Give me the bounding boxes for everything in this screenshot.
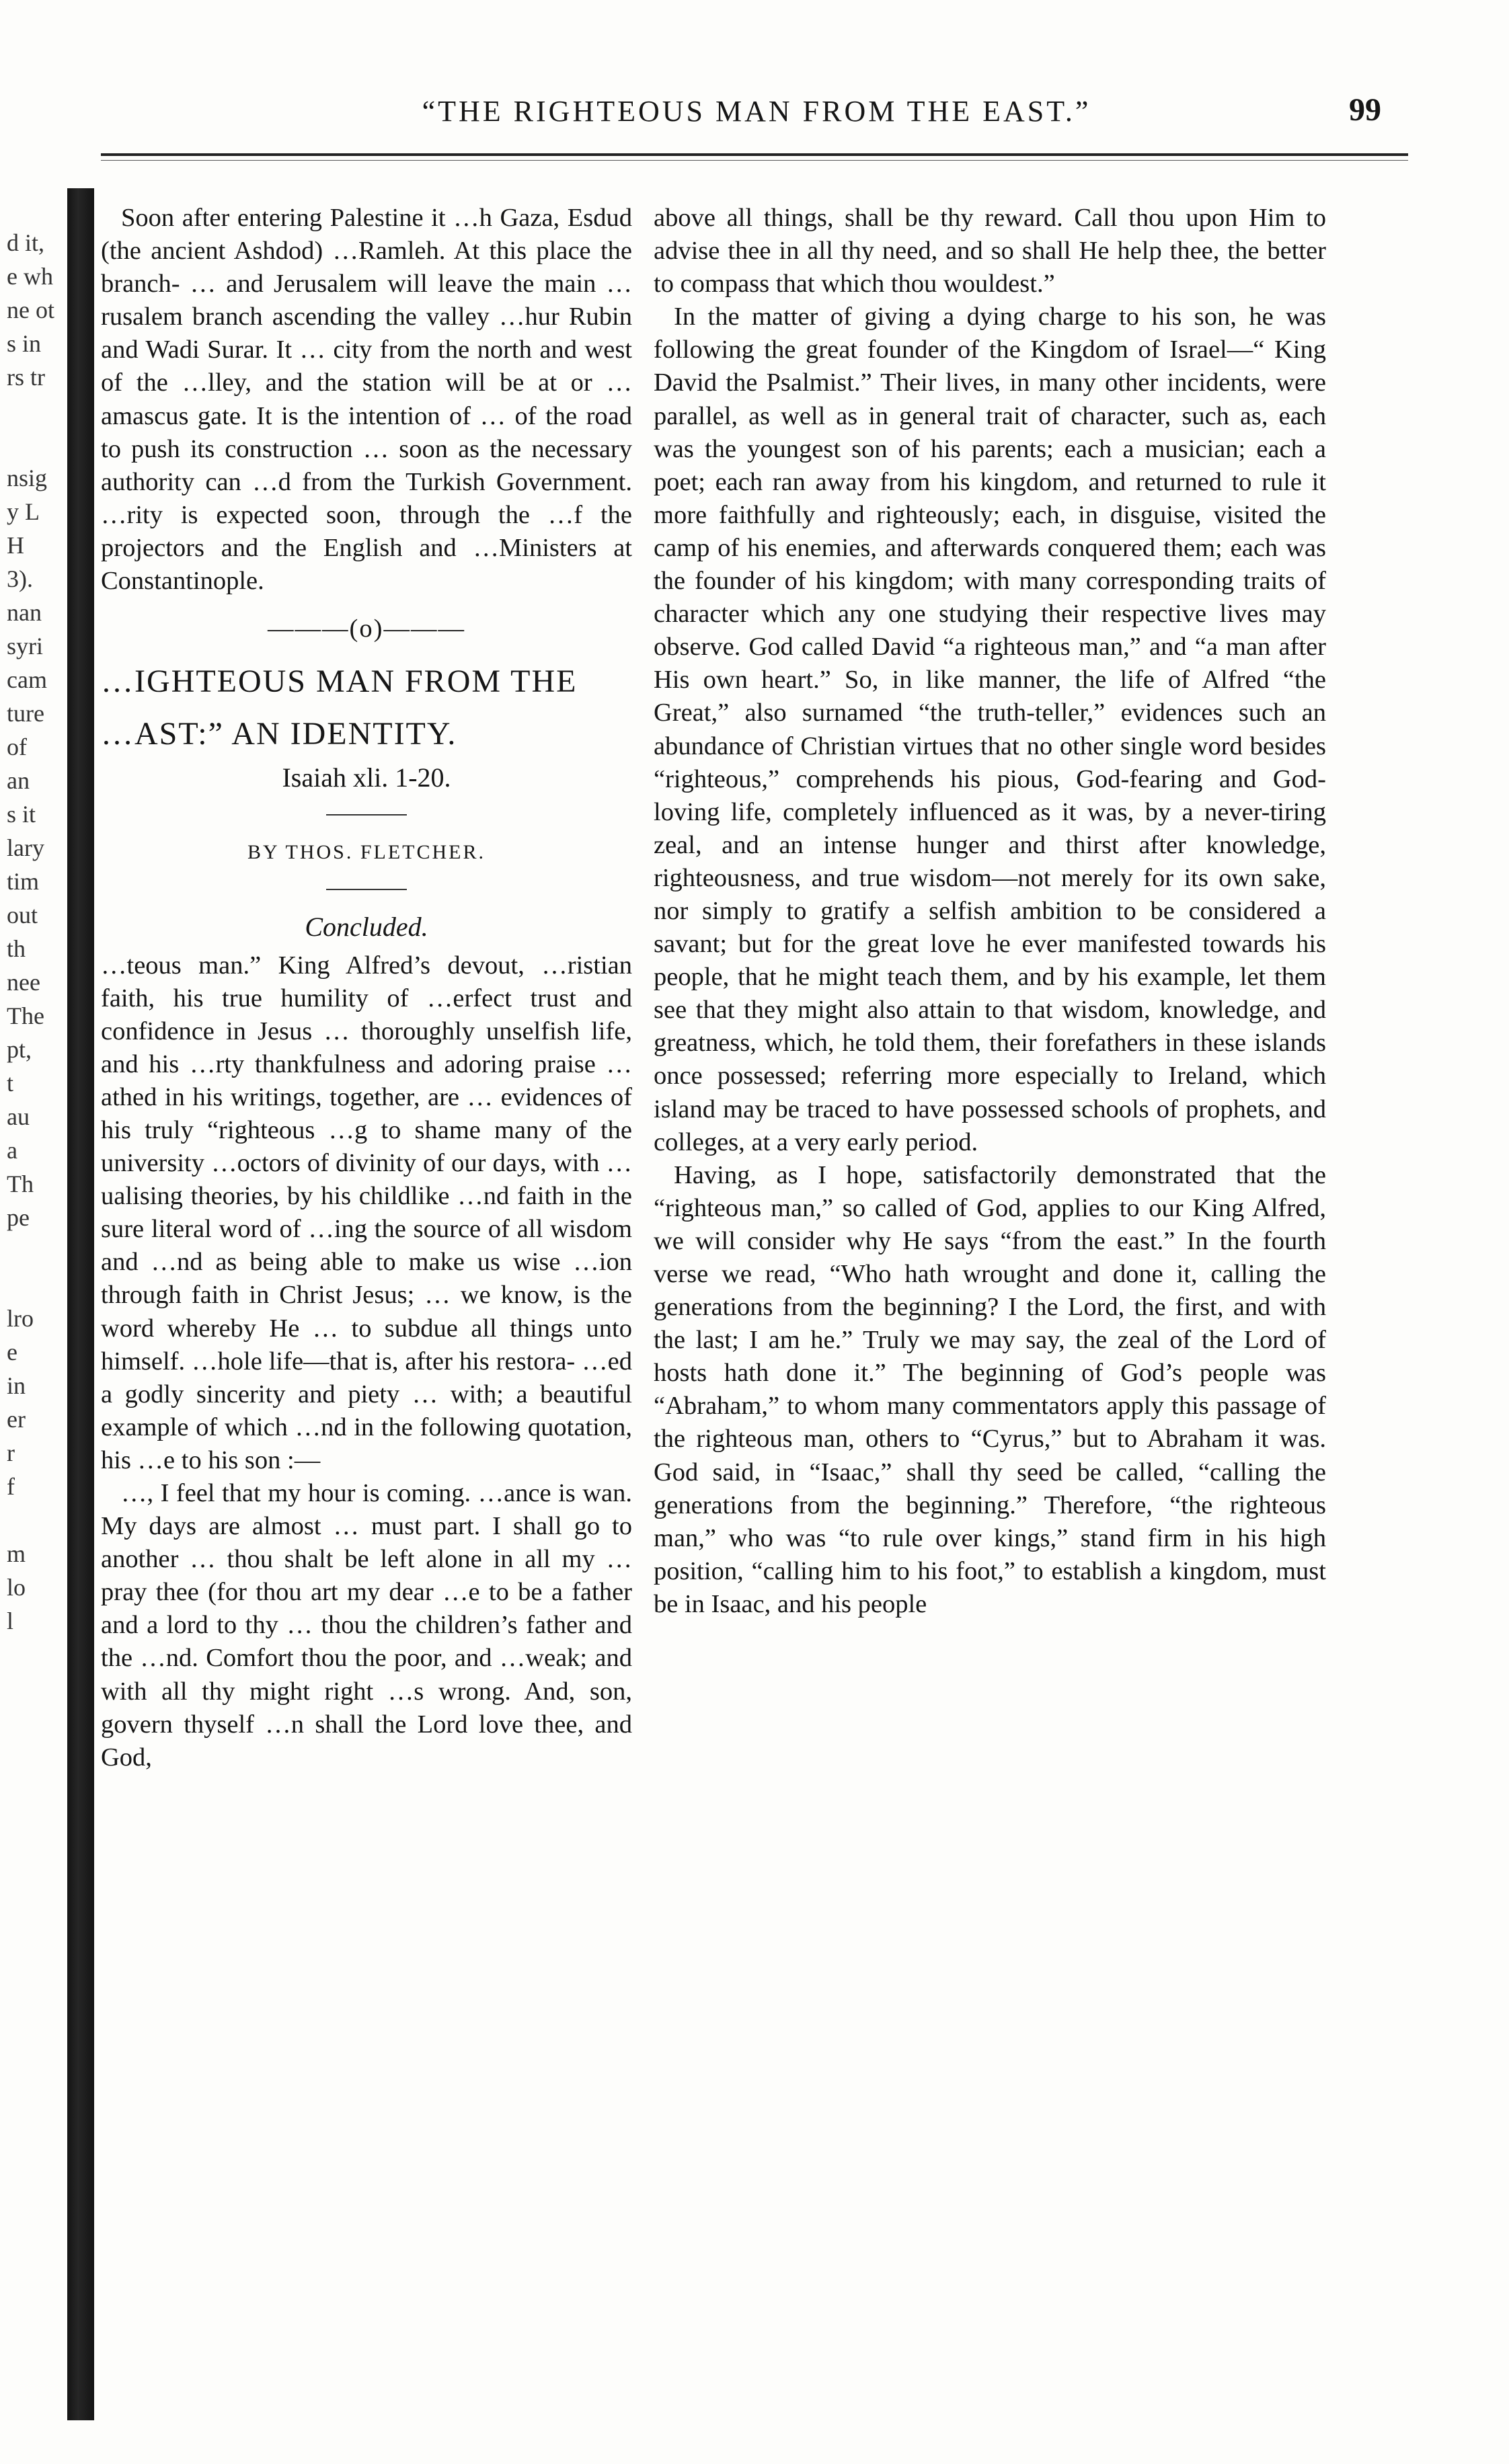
bleed-fragment: d it, bbox=[7, 229, 45, 256]
bleed-fragment: lo bbox=[7, 1574, 26, 1601]
bleed-fragment: rs tr bbox=[7, 364, 45, 391]
bleed-fragment: ture bbox=[7, 700, 44, 727]
right-paragraph: In the matter of giving a dying charge to his son, he was following the great founder of the Kingdom of Israel—“ King David the Psalmist.” Their lives, in many other incidents, were parallel, as well as in general trait of character, such as, each was the youngest son of his parents; each a musician; each a poet; each ran away from his kingdom, and returned to rule it more faithfully and righteously; each, in disguise, visited the camp of his enemies, and afterwards conquered them; each was the founder of his kingdom; with many corresponding traits of character which any one studying their respective lives may observe. God called David “a righteous man,” and “a man after His own heart.” So, in like manner, the life of Alfred “the Great,” also surnamed “the truth-teller,” evidences such an abundance of Christian virtues that no other single word besides “righteous,” comprehends his pious, God-fearing and God-loving life, completely influenced as it was, by a never-tiring zeal, and an intense hunger and thirst after knowledge, righteousness, and true wisdom—not merely for its own sake, nor simply to gratify a selfish ambition to be considered a savant; but for the great love he ever manifested towards his people, that he might teach them, and by his example, let them see that they might also attain to that wisdom, knowledge, and greatness, which, he told them, their forefathers in these islands once possessed; referring more especially to Ireland, which island may be traced to have possessed schools of prophets, and colleges, at a very early period. bbox=[654, 303, 1326, 1156]
bleed-fragment: m bbox=[7, 1540, 26, 1567]
bleed-fragment: s it bbox=[7, 801, 36, 828]
bleed-fragment: y L bbox=[7, 498, 40, 525]
binding-gutter bbox=[67, 188, 94, 2420]
bleed-fragment: pe bbox=[7, 1204, 30, 1231]
bleed-fragment: nan bbox=[7, 599, 42, 626]
bleed-fragment: th bbox=[7, 935, 26, 962]
bleed-fragment: au bbox=[7, 1103, 30, 1130]
bleed-fragment: s in bbox=[7, 330, 42, 357]
page-header bbox=[101, 79, 1408, 140]
bleed-fragment: l bbox=[7, 1607, 14, 1634]
bleed-fragment: lary bbox=[7, 834, 44, 861]
short-rule bbox=[326, 814, 407, 816]
left-paragraph: …, I feel that my hour is coming. …ance is wan. My days are almost … must part. I shall go to another … thou shalt be left alone in all my … pray thee (for thou art my dear …e to be a father and a lord to thy … thou the children’s father and the …nd. Comfort thou the poor, and …weak; and with all thy might right …s wrong. And, son, govern thyself …n shall the Lord love thee, and God, bbox=[101, 1479, 632, 1772]
article-title-line: …AST:” AN IDENTITY. bbox=[101, 716, 457, 752]
byline: BY THOS. FLETCHER. bbox=[247, 841, 486, 864]
bleed-fragment: in bbox=[7, 1372, 26, 1399]
bleed-fragment: ne ot bbox=[7, 296, 54, 323]
article-title-line: …IGHTEOUS MAN FROM THE bbox=[101, 664, 578, 700]
left-paragraph: Soon after entering Palestine it …h Gaza, Esdud (the ancient Ashdod) …Ramleh. At this place the branch- … and Jerusalem will leave the main …rusalem branch ascending the valley …hur Rubin and Wadi Surar. It … city from the north and west of the …lley, and the station will be at or …amascus gate. It is the intention of … of the road to push its construction … soon as the necessary authority can …d from the Turkish Government. …rity is expected soon, through the …f the projectors and the English and …Ministers at Constantinople. bbox=[101, 204, 632, 596]
left-column bbox=[101, 202, 632, 1774]
scripture-reference: Isaiah xli. 1-20. bbox=[282, 762, 451, 793]
bleed-fragment: out bbox=[7, 902, 38, 928]
bleed-fragment: e wh bbox=[7, 263, 53, 290]
bleed-fragment: The bbox=[7, 1002, 44, 1029]
bleed-fragment: t bbox=[7, 1070, 14, 1097]
bleed-fragment: nee bbox=[7, 969, 40, 996]
bleed-fragment: pt, bbox=[7, 1036, 32, 1063]
bleed-fragment: of bbox=[7, 733, 27, 760]
bleed-fragment: tim bbox=[7, 868, 40, 895]
left-paragraph: …teous man.” King Alfred’s devout, …ristian faith, his true humility of …erfect trust and confidence in Jesus … thoroughly unselfish life, and his …rty thankfulness and adoring praise …athed in his writings, together, are … evidences of his truly “righteous …g to shame many of the university …octors of divinity of our days, with …ualising theories, by his childlike …nd faith in the sure literal word of …ing the source of all wisdom and …nd as being able to make us wise …ion through faith in Christ Jesus; … we know, is the word whereby He … to subdue all things unto himself. …hole life—that is, after his restora- …ed a godly sincerity and piety … with; a beautiful example of which …nd in the following quotation, his …e to his son :— bbox=[101, 951, 632, 1474]
bleed-fragment: lro bbox=[7, 1305, 34, 1332]
bleed-fragment: r bbox=[7, 1439, 15, 1466]
bleed-fragment: 3). bbox=[7, 565, 33, 592]
concluded-label: Concluded. bbox=[305, 912, 428, 943]
bleed-fragment: Th bbox=[7, 1170, 34, 1197]
bleed-fragment: e bbox=[7, 1339, 17, 1365]
bleed-fragment: an bbox=[7, 767, 30, 794]
short-rule bbox=[326, 889, 407, 890]
right-paragraph: above all things, shall be thy reward. Call thou upon Him to advise thee in all thy need, and so shall He help thee, the better to compass that which thou wouldest.” bbox=[654, 204, 1326, 299]
right-paragraph: Having, as I hope, satisfactorily demonstrated that the “righteous man,” so called of God, applies to our King Alfred, we will consider why He says “from the east.” In the fourth verse we read, “Who hath wrought and done it, calling the generations from the beginning? I the Lord, the first, and with the last; I am he.” Truly we may say, the zeal of the Lord of hosts hath done it.” The beginning of God’s people was “Abraham,” to whom many commentators apply this passage of the righteous man, others to “Cyrus,” but to Abraham it was. God said, in “Isaac,” shall thy seed be called, “calling the generations from the beginning.” Therefore, “the righteous man,” who was “to rule over kings,” stand firm in his high position, “calling him to his foot,” to establish a kingdom, must be in Isaac, and his people bbox=[654, 1160, 1326, 1618]
running-head: “THE RIGHTEOUS MAN FROM THE EAST.” bbox=[422, 95, 1091, 128]
bleed-fragment: er bbox=[7, 1406, 26, 1433]
page-number: 99 bbox=[1349, 92, 1381, 128]
bleed-fragment: cam bbox=[7, 666, 47, 693]
facing-page-bleed bbox=[0, 202, 64, 1681]
header-rule bbox=[101, 153, 1408, 161]
right-column bbox=[654, 202, 1326, 1621]
section-divider: ———(o)——— bbox=[268, 614, 465, 643]
bleed-fragment: a bbox=[7, 1137, 17, 1164]
bleed-fragment: f bbox=[7, 1473, 15, 1500]
bleed-fragment: syri bbox=[7, 633, 43, 660]
bleed-fragment: H bbox=[7, 532, 24, 559]
bleed-fragment: nsig bbox=[7, 465, 48, 491]
